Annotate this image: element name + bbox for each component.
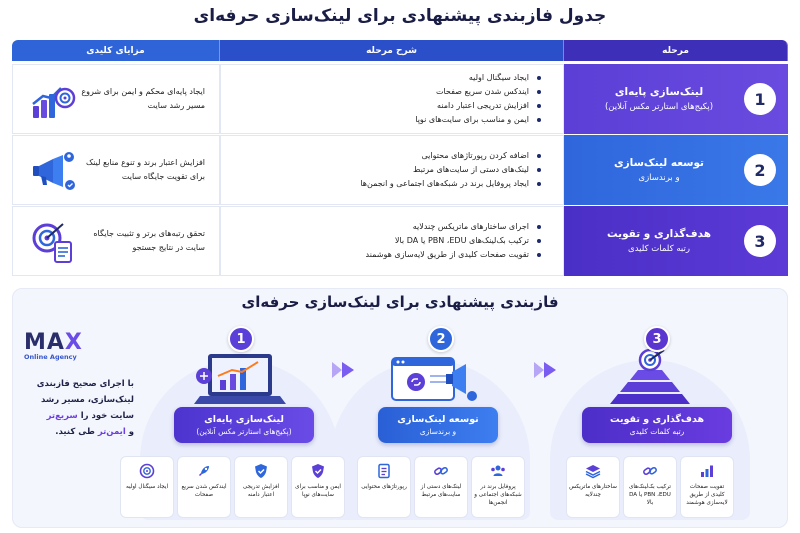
stage-number: 1 [744, 83, 776, 115]
description-cell [220, 135, 564, 205]
stage-number: 3 [744, 225, 776, 257]
arrow-right-icon [532, 357, 560, 383]
pyramid-target-icon [600, 348, 700, 410]
target-document-icon [29, 218, 77, 266]
feature-card: ایندکس شدن سریع صفحات [177, 456, 231, 518]
stage-subtitle: (پکیج‌های استارتر مکس آنلاین) [604, 102, 714, 112]
target-icon [139, 463, 155, 479]
stage-subtitle: رتبه کلمات کلیدی [628, 244, 690, 254]
header-stage: مرحله [564, 40, 788, 61]
list-item: اجرای ساختارهای ماتریکس چندلایه [243, 220, 541, 234]
list-item: ایندکس شدن سریع صفحات [243, 85, 541, 99]
phase-subtitle: رتبه کلمات کلیدی [629, 426, 685, 436]
phase-table [12, 40, 788, 278]
stage-name [584, 206, 734, 276]
logo-text: MA [24, 330, 65, 355]
link-icon [433, 463, 449, 479]
feature-card: لینک‌های دستی از سایت‌های مرتبط [414, 456, 468, 518]
phase-number: 3 [644, 326, 670, 352]
feature-card: ایجاد سیگنال اولیه [120, 456, 174, 518]
list-item: ایجاد سیگنال اولیه [243, 71, 541, 85]
list-item: ایجاد پروفایل برند در شبکه‌های اجتماعی و انجمن‌ها [243, 177, 541, 191]
table-row [12, 206, 788, 276]
page-title: جدول فازبندی پیشنهادی برای لینک‌سازی حرفه‌ای [193, 6, 607, 26]
list-item: تقویت صفحات کلیدی از طریق لایه‌سازی هوشمند [243, 248, 541, 262]
table-row [12, 64, 788, 134]
link-icon [642, 463, 658, 479]
brand-logo [24, 330, 134, 361]
list-item: لینک‌های دستی از سایت‌های مرتبط [243, 163, 541, 177]
phase-label [174, 407, 314, 443]
brand-text-line: لینک‌سازی، مسیر رشد [40, 395, 134, 405]
layers-icon [585, 463, 601, 479]
list-item: افزایش تدریجی اعتبار دامنه [243, 99, 541, 113]
header-benefits: مزایای کلیدی [12, 40, 220, 61]
logo-x: X [64, 330, 83, 355]
feature-card: ساختارهای ماتریکس چندلایه [566, 456, 620, 518]
list-item: ایمن و مناسب برای سایت‌های نوپا [243, 113, 541, 127]
stage-number: 2 [744, 154, 776, 186]
stage-title: توسعه لینک‌سازی [614, 157, 705, 169]
table-header [12, 40, 788, 61]
benefit-cell [12, 135, 220, 205]
growth-chart-target-icon [29, 76, 77, 124]
phase-2-features [357, 456, 525, 518]
phase-subtitle: (پکیج‌های استارتر مکس آنلاین) [196, 426, 292, 436]
description-cell [220, 206, 564, 276]
accent-fast: سریع‌تر [46, 411, 78, 421]
description-list [243, 149, 541, 191]
stage-cell [564, 206, 788, 276]
bar-chart-icon [699, 463, 715, 479]
stage-subtitle: و برندسازی [638, 173, 680, 183]
description-list [243, 71, 541, 127]
browser-megaphone-icon [380, 348, 480, 410]
phase-3-features [566, 456, 734, 518]
phase-label [378, 407, 498, 443]
feature-card: افزایش تدریجی اعتبار دامنه [234, 456, 288, 518]
laptop-chart-icon [190, 348, 290, 410]
feature-card: ترکیب بک‌لینک‌های PBN ،EDU یا DA بالا [623, 456, 677, 518]
description-cell [220, 64, 564, 134]
shield-icon [310, 463, 326, 479]
stage-name [584, 135, 734, 205]
benefit-cell [12, 64, 220, 134]
logo-subtitle: Online Agency [24, 353, 77, 361]
megaphone-icon [29, 147, 77, 195]
phase-title: توسعه لینک‌سازی [397, 413, 479, 425]
stage-cell [564, 135, 788, 205]
rocket-icon [196, 463, 212, 479]
feature-card: تقویت صفحات کلیدی از طریق لایه‌سازی هوشمند [680, 456, 734, 518]
users-icon [490, 463, 506, 479]
infographic-title: فازبندی پیشنهادی برای لینک‌سازی حرفه‌ای [241, 293, 559, 311]
phase-label [582, 407, 732, 443]
benefit-text: تحقق رتبه‌های برتر و تثبیت جایگاه سایت در نتایج جستجو [93, 229, 205, 252]
list-item: اضافه کردن رپورتاژهای محتوایی [243, 149, 541, 163]
stage-name [584, 64, 734, 134]
benefit-cell [12, 206, 220, 276]
phase-subtitle: و برندسازی [419, 426, 457, 436]
description-list [243, 220, 541, 262]
benefit-text: افزایش اعتبار برند و تنوع منابع لینک برای تقویت جایگاه سایت [85, 158, 205, 181]
table-row [12, 135, 788, 205]
brand-text [24, 376, 134, 440]
accent-safe: ایمن‌تر [97, 427, 126, 437]
brand-text-line: سایت خود را سریع‌تر [46, 411, 134, 421]
phase-1-features [120, 456, 345, 518]
phase-number: 1 [228, 326, 254, 352]
feature-card: پروفایل برند در شبکه‌های اجتماعی و انجمن‌ها [471, 456, 525, 518]
brand-text-line: و ایمن‌تر طی کنید. [55, 427, 134, 437]
list-item: ترکیب بک‌لینک‌های PBN ،EDU یا DA بالا [243, 234, 541, 248]
header-description: شرح مرحله [220, 40, 564, 61]
shield-check-icon [253, 463, 269, 479]
phase-title: لینک‌سازی پایه‌ای [204, 413, 284, 425]
document-icon [376, 463, 392, 479]
stage-cell [564, 64, 788, 134]
stage-title: هدف‌گذاری و تقویت [607, 228, 711, 240]
feature-card: رپورتاژهای محتوایی [357, 456, 411, 518]
phase-number: 2 [428, 326, 454, 352]
feature-card: ایمن و مناسب برای سایت‌های نوپا [291, 456, 345, 518]
brand-text-line: با اجرای صحیح فازبندی [36, 379, 134, 389]
phase-title: هدف‌گذاری و تقویت [609, 413, 705, 425]
benefit-text: ایجاد پایه‌ای محکم و ایمن برای شروع مسیر رشد سایت [81, 87, 205, 110]
stage-title: لینک‌سازی پایه‌ای [614, 86, 704, 98]
